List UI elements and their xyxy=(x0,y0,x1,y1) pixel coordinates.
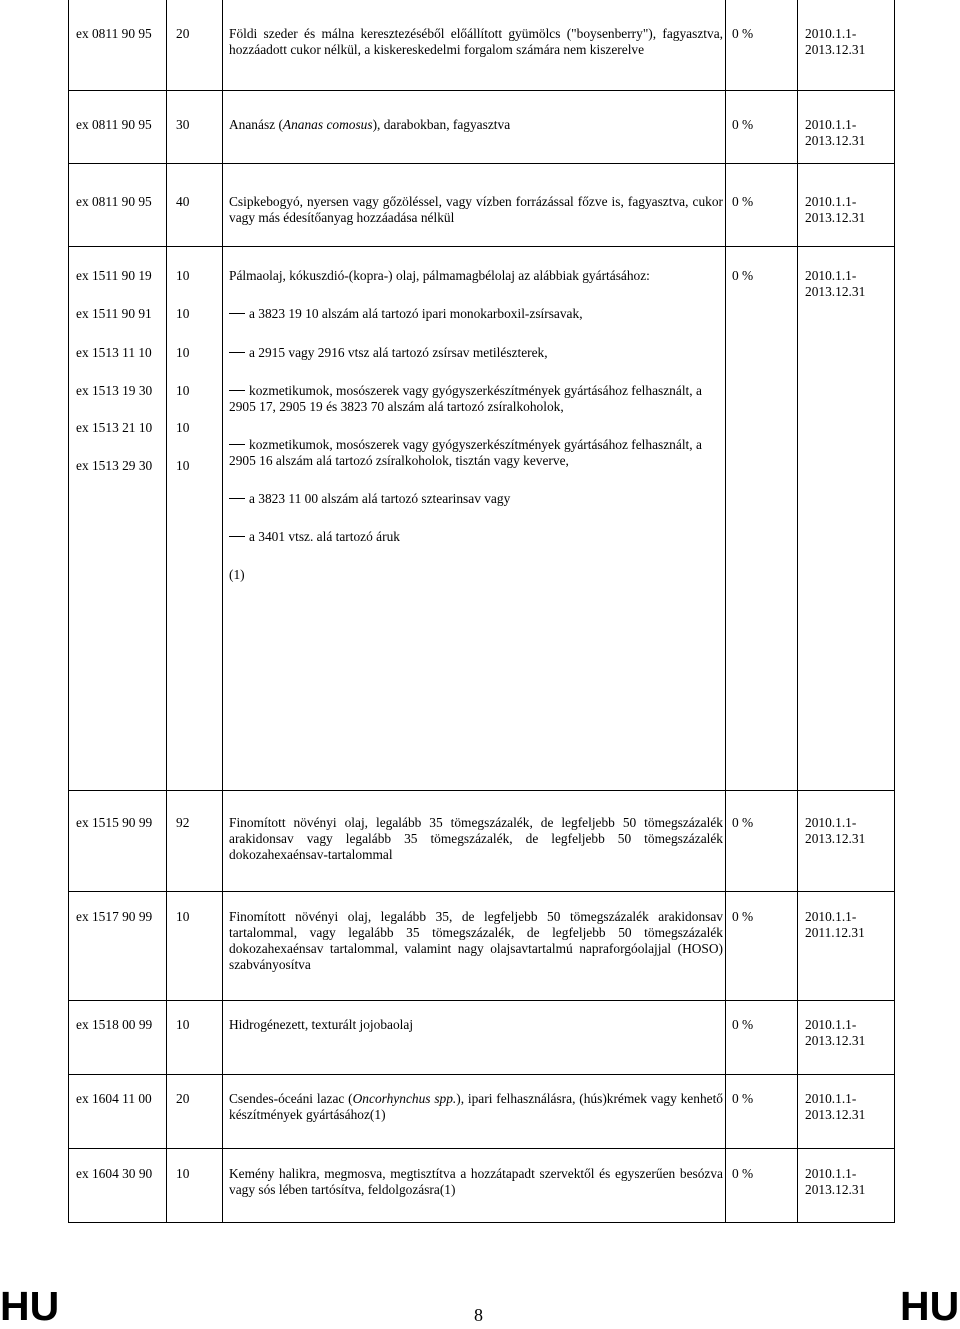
taric-code: 10 xyxy=(176,1017,190,1032)
duty-rate: 0 % xyxy=(732,26,754,41)
taric-code: 20 xyxy=(176,1091,190,1106)
dash-marker xyxy=(229,536,245,537)
latin-name: Ananas comosus xyxy=(282,117,373,132)
dash-marker xyxy=(229,444,245,445)
dash-marker xyxy=(229,498,245,499)
duty-rate: 0 % xyxy=(732,909,754,924)
validity-end: 2013.12.31 xyxy=(805,1107,866,1122)
cn-code: ex 1518 00 99 xyxy=(76,1017,153,1032)
footer-language-left: HU xyxy=(0,1283,60,1329)
taric-code: 10 xyxy=(176,458,190,473)
validity-start: 2010.1.1- xyxy=(805,1166,857,1181)
duty-rate: 0 % xyxy=(732,1091,754,1106)
row-border xyxy=(68,90,894,91)
duty-rate: 0 % xyxy=(732,1166,754,1181)
row-border xyxy=(68,1148,894,1149)
column-border-taric xyxy=(222,0,223,1223)
description: Földi szeder és málna keresztezéséből előállított gyümölcs ("boysenberry"), fagyasztva, hozzáadott cukor nélkül, a kiskereskedelmi forgalom számára nem kiszerelve xyxy=(229,26,723,57)
dash-marker xyxy=(229,352,245,353)
row-border xyxy=(68,163,894,164)
sub-item-text: a 3823 11 00 alszám alá tartozó sztearinsav vagy xyxy=(249,491,511,506)
taric-code: 10 xyxy=(176,383,190,398)
row-border xyxy=(68,246,894,247)
validity-start: 2010.1.1- xyxy=(805,909,857,924)
row-border xyxy=(68,891,894,892)
description-text: ), darabokban, fagyasztva xyxy=(372,117,511,132)
description: Kemény halikra, megmosva, megtisztítva a hozzátapadt szervektől és egyszerűen besózva vagy sós lében tartósítva, feldolgozásra(1) xyxy=(229,1166,723,1197)
sub-item-text: a 3823 19 10 alszám alá tartozó ipari monokarboxil-zsírsavak, xyxy=(249,306,583,321)
dash-marker xyxy=(229,390,245,391)
taric-code: 10 xyxy=(176,909,190,924)
description: Pálmaolaj, kókuszdió-(kopra-) olaj, pálmamagbélolaj az alábbiak gyártásához: xyxy=(229,268,650,283)
sub-item-text: kozmetikumok, mosószerek vagy gyógyszerkészítmények gyártásához felhasznált, a 2905 17, 2905 19 és 3823 70 alszám alá tartozó zsíralkoholok, xyxy=(229,383,702,414)
cn-code: ex 1513 21 10 xyxy=(76,420,153,435)
dash-marker xyxy=(229,313,245,314)
validity-end: 2013.12.31 xyxy=(805,1182,866,1197)
taric-code: 10 xyxy=(176,1166,190,1181)
cn-code: ex 1604 30 90 xyxy=(76,1166,153,1181)
row-border xyxy=(68,1222,894,1223)
row-border xyxy=(68,1000,894,1001)
description: Finomított növényi olaj, legalább 35 tömegszázalék, de legfeljebb 50 tömegszázalék arakidonsav vagy legalább 35 tömegszázalék, de legfeljebb 50 tömegszázalék dokozahexaénsav-tartalommal xyxy=(229,815,723,862)
duty-rate: 0 % xyxy=(732,815,754,830)
row-border xyxy=(68,1074,894,1075)
description-text: ), ipari felhasználásra, (hús)krémek vagy kenhető készítmények gyártásához(1) xyxy=(229,1091,723,1122)
validity-end: 2013.12.31 xyxy=(805,210,866,225)
cn-code: ex 1515 90 99 xyxy=(76,815,153,830)
cn-code: ex 1513 19 30 xyxy=(76,383,153,398)
sub-item xyxy=(229,529,723,545)
sub-item-text: kozmetikumok, mosószerek vagy gyógyszerkészítmények gyártásához felhasznált, a 2905 16 alszám alá tartozó zsíralkoholok, tisztán vagy keverve, xyxy=(229,437,702,468)
column-border-code xyxy=(166,0,167,1223)
column-border-rate xyxy=(797,0,798,1223)
sub-item-text: a 2915 vagy 2916 vtsz alá tartozó zsírsav metilészterek, xyxy=(249,345,548,360)
validity-start: 2010.1.1- xyxy=(805,1017,857,1032)
cn-code: ex 1511 90 91 xyxy=(76,306,152,321)
cn-code: ex 1511 90 19 xyxy=(76,268,152,283)
description: Csipkebogyó, nyersen vagy gőzöléssel, vagy vízben forrázással főzve is, fagyasztva, cukor vagy más édesítőanyag hozzáadása nélkül xyxy=(229,194,723,225)
taric-code: 10 xyxy=(176,420,190,435)
validity-start: 2010.1.1- xyxy=(805,1091,857,1106)
duty-rate: 0 % xyxy=(732,268,754,283)
validity-end: 2011.12.31 xyxy=(805,925,865,940)
validity-start: 2010.1.1- xyxy=(805,815,857,830)
taric-code: 40 xyxy=(176,194,190,209)
duty-rate: 0 % xyxy=(732,117,754,132)
cn-code: ex 0811 90 95 xyxy=(76,26,152,41)
sub-item xyxy=(229,437,723,469)
column-border-left xyxy=(68,0,69,1223)
sub-item xyxy=(229,345,723,361)
cn-code: ex 1517 90 99 xyxy=(76,909,153,924)
validity-end: 2013.12.31 xyxy=(805,284,866,299)
validity-start: 2010.1.1- xyxy=(805,268,857,283)
sub-item xyxy=(229,383,723,415)
description xyxy=(229,1091,723,1123)
latin-name: Oncorhynchus spp. xyxy=(352,1091,457,1106)
sub-item xyxy=(229,491,723,507)
page-number: 8 xyxy=(474,1305,483,1325)
cn-code: ex 0811 90 95 xyxy=(76,117,152,132)
duty-rate: 0 % xyxy=(732,1017,754,1032)
duty-rate: 0 % xyxy=(732,194,754,209)
taric-code: 10 xyxy=(176,306,190,321)
column-border-desc xyxy=(725,0,726,1223)
cn-code: ex 1513 11 10 xyxy=(76,345,152,360)
validity-start: 2010.1.1- xyxy=(805,194,857,209)
cn-code: ex 1513 29 30 xyxy=(76,458,153,473)
cn-code: ex 0811 90 95 xyxy=(76,194,152,209)
taric-code: 10 xyxy=(176,268,190,283)
taric-code: 92 xyxy=(176,815,190,830)
footer-language-right: HU xyxy=(900,1283,960,1329)
description-text: Ananász ( xyxy=(229,117,283,132)
cn-code: ex 1604 11 00 xyxy=(76,1091,152,1106)
validity-end: 2013.12.31 xyxy=(805,831,866,846)
taric-code: 30 xyxy=(176,117,190,132)
validity-end: 2013.12.31 xyxy=(805,133,866,148)
description: Finomított növényi olaj, legalább 35, de legfeljebb 50 tömegszázalék arakidonsav tartalommal, vagy legalább 35 tömegszázalék, de legfeljebb 50 tömegszázalék dokozahexaénsav tartalommal, valamint nagy olajsavtartalmú napraforgóolajjal (HOSO) szabványosítva xyxy=(229,909,723,972)
description: Hidrogénezett, texturált jojobaolaj xyxy=(229,1017,414,1032)
sub-item-text: a 3401 vtsz. alá tartozó áruk xyxy=(249,529,400,544)
validity-end: 2013.12.31 xyxy=(805,42,866,57)
sub-item xyxy=(229,306,723,322)
validity-start: 2010.1.1- xyxy=(805,26,857,41)
taric-code: 20 xyxy=(176,26,190,41)
description xyxy=(229,117,723,133)
footnote-reference: (1) xyxy=(229,567,245,582)
validity-start: 2010.1.1- xyxy=(805,117,857,132)
row-border xyxy=(68,790,894,791)
validity-end: 2013.12.31 xyxy=(805,1033,866,1048)
description-text: Csendes-óceáni lazac ( xyxy=(229,1091,353,1106)
column-border-right xyxy=(894,0,895,1223)
taric-code: 10 xyxy=(176,345,190,360)
